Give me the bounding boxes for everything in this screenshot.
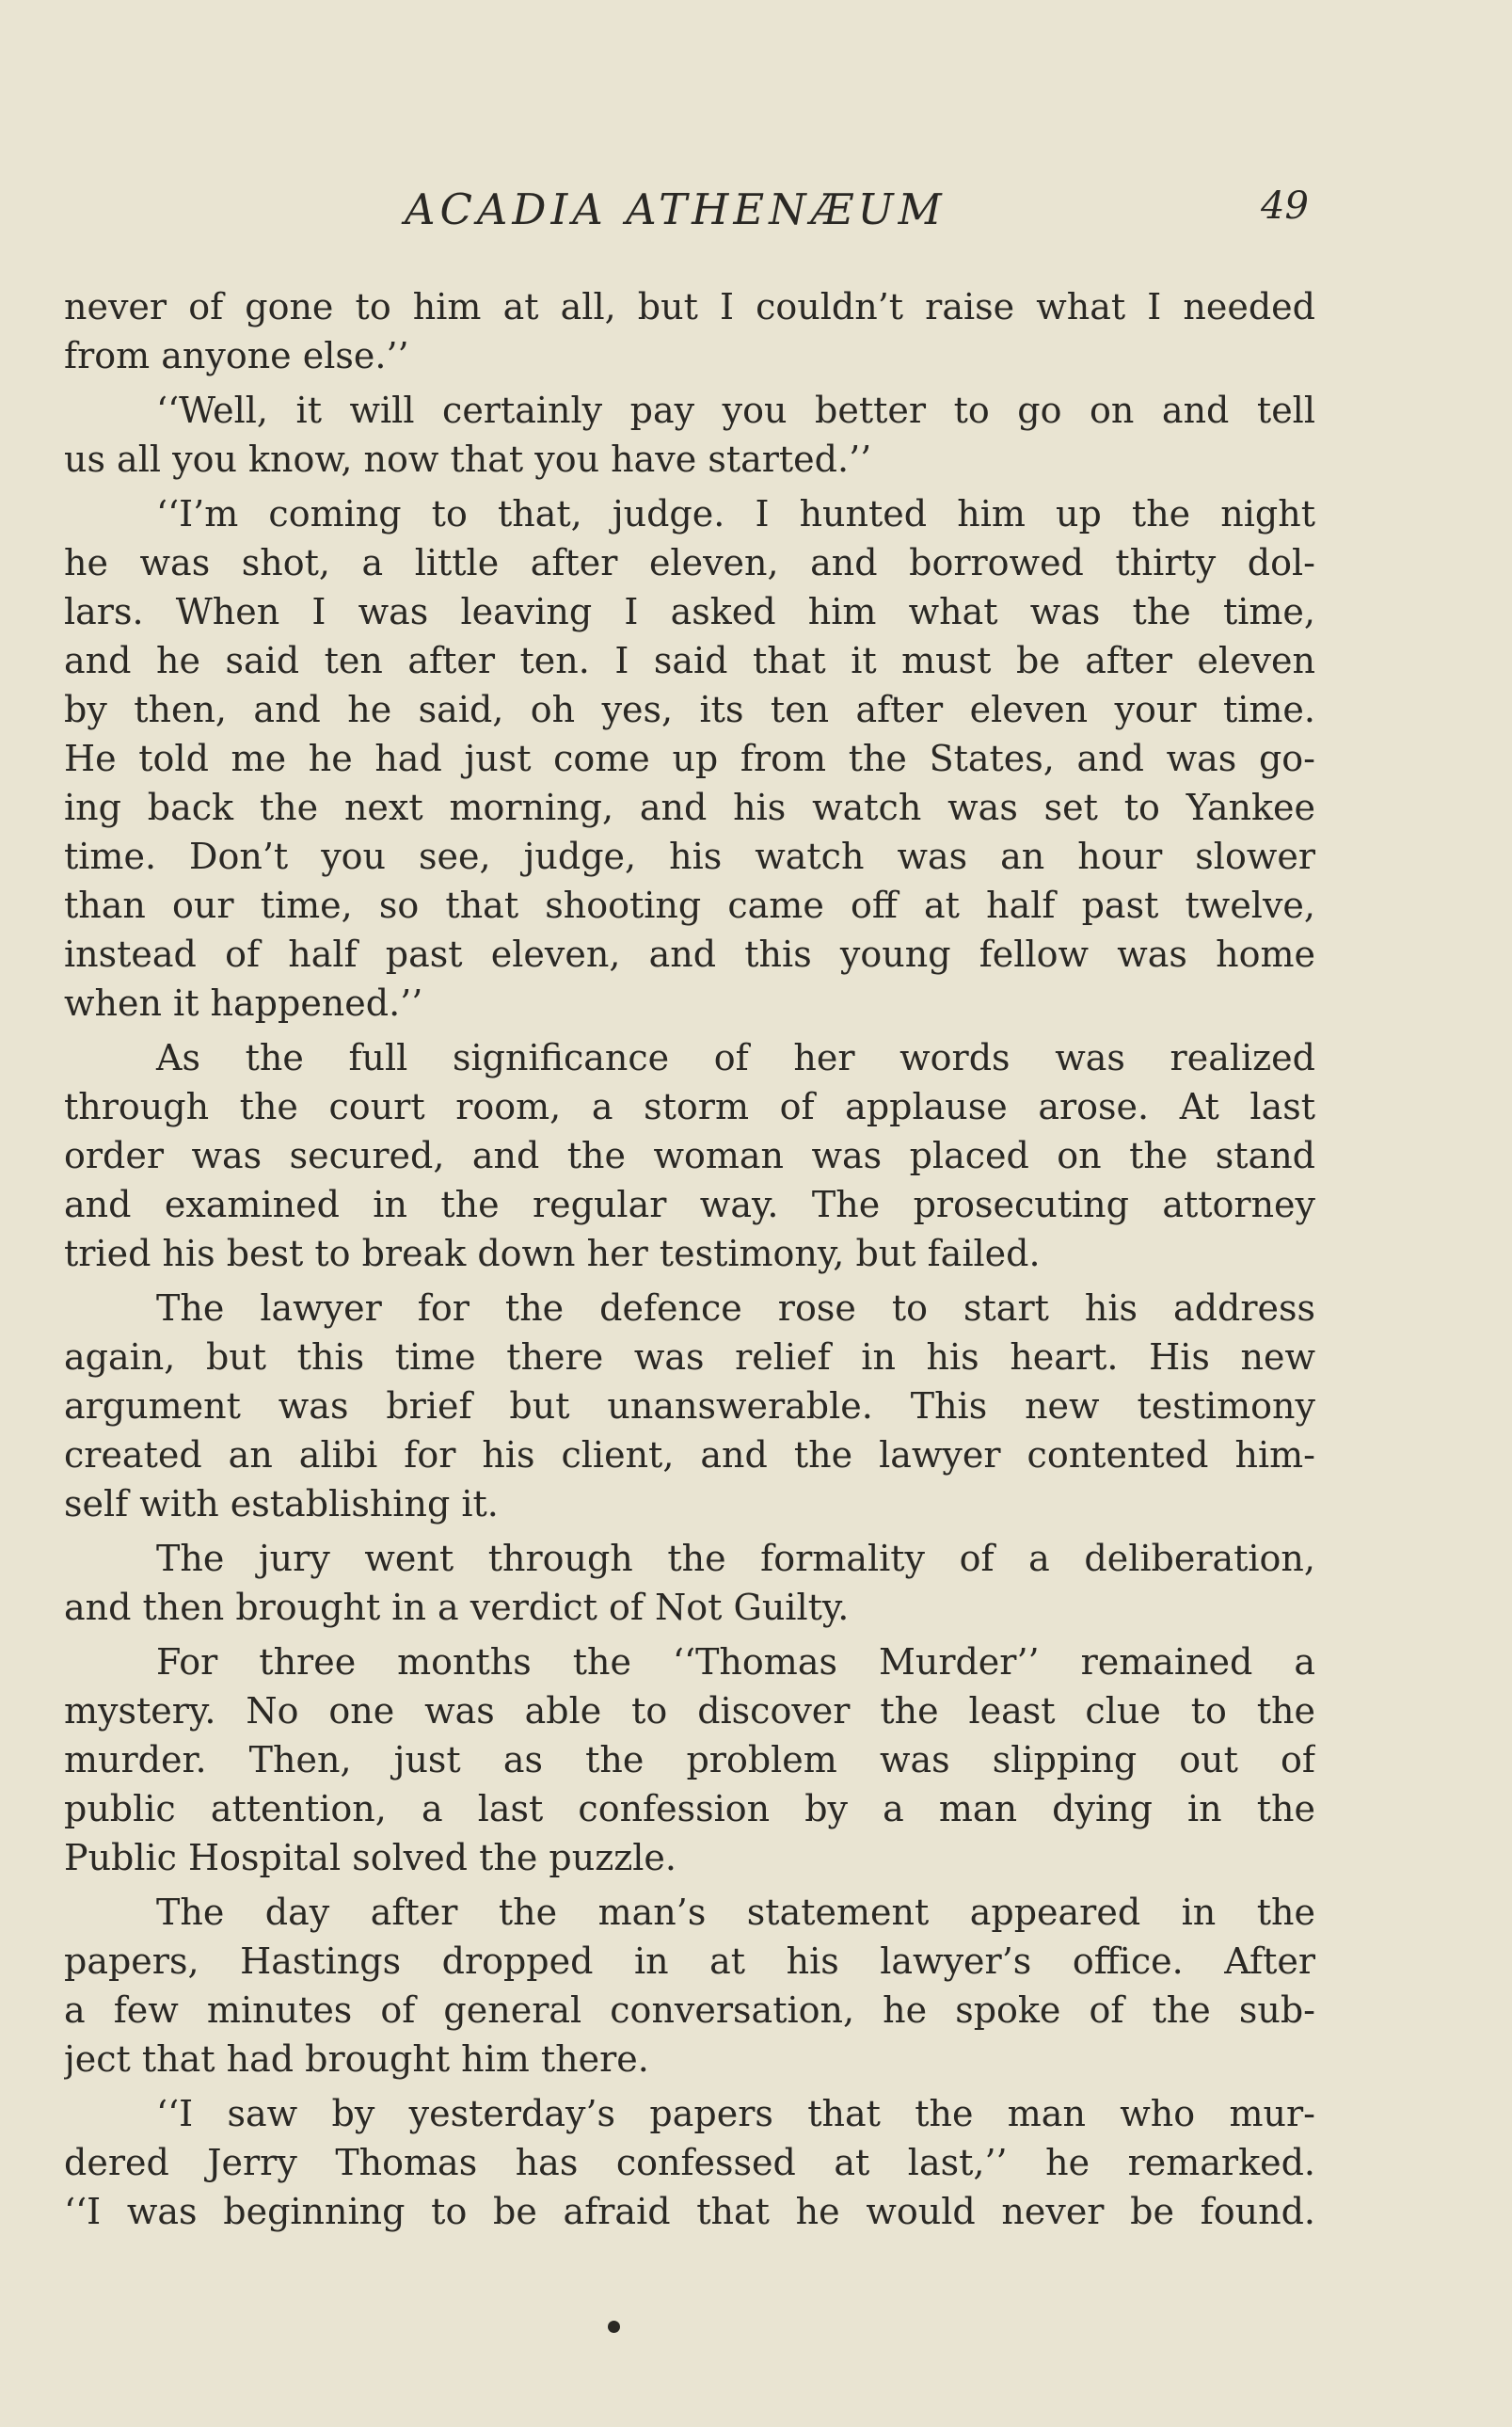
text-line: ‘‘I was beginning to be afraid that he would never be found. bbox=[64, 2191, 1315, 2232]
text-line: and he said ten after ten. I said that it must be after eleven bbox=[64, 640, 1315, 681]
text-line: murder. Then, just as the problem was slipping out of bbox=[64, 1739, 1315, 1780]
text-line: argument was brief but unanswerable. This new testimony bbox=[64, 1385, 1315, 1427]
text-line: through the court room, a storm of applause arose. At last bbox=[64, 1086, 1315, 1127]
text-line: tried his best to break down her testimony, but failed. bbox=[64, 1233, 1041, 1274]
text-line: Public Hospital solved the puzzle. bbox=[64, 1837, 676, 1878]
body-text bbox=[64, 282, 1315, 2236]
text-line: never of gone to him at all, but I couldn’t raise what I needed bbox=[64, 286, 1315, 327]
text-line: order was secured, and the woman was placed on the stand bbox=[64, 1135, 1315, 1176]
footer-dot bbox=[608, 2321, 620, 2333]
text-line: public attention, a last confession by a man dying in the bbox=[64, 1788, 1315, 1829]
text-line: by then, and he said, oh yes, its ten after eleven your time. bbox=[64, 689, 1315, 730]
text-line: and then brought in a verdict of Not Guilty. bbox=[64, 1587, 850, 1628]
text-line: ‘‘I’m coming to that, judge. I hunted him up the night bbox=[156, 493, 1315, 535]
text-line: mystery. No one was able to discover the least clue to the bbox=[64, 1690, 1315, 1732]
text-line: time. Don’t you see, judge, his watch was an hour slower bbox=[64, 836, 1315, 877]
text-line: papers, Hastings dropped in at his lawyer’s office. After bbox=[64, 1940, 1315, 1982]
text-line: when it happened.’’ bbox=[64, 982, 423, 1024]
text-line: from anyone else.’’ bbox=[64, 335, 409, 376]
text-line: and examined in the regular way. The prosecuting attorney bbox=[64, 1184, 1315, 1225]
text-line: lars. When I was leaving I asked him what was the time, bbox=[64, 591, 1315, 632]
running-title: ACADIA ATHENÆUM bbox=[405, 184, 947, 234]
text-line: ‘‘I saw by yesterday’s papers that the man who mur- bbox=[156, 2093, 1315, 2134]
text-line: The day after the man’s statement appeared in the bbox=[156, 1892, 1315, 1933]
text-line: ing back the next morning, and his watch was set to Yankee bbox=[64, 787, 1315, 828]
text-line: The lawyer for the defence rose to start his address bbox=[156, 1287, 1315, 1329]
text-line: The jury went through the formality of a deliberation, bbox=[156, 1538, 1315, 1579]
text-line: self with establishing it. bbox=[64, 1483, 499, 1525]
text-line: than our time, so that shooting came off at half past twelve, bbox=[64, 885, 1315, 926]
text-line: again, but this time there was relief in his heart. His new bbox=[64, 1336, 1315, 1378]
page-header bbox=[0, 184, 1512, 241]
text-line: ‘‘Well, it will certainly pay you better to go on and tell bbox=[156, 390, 1315, 431]
text-line: For three months the ‘‘Thomas Murder’’ remained a bbox=[156, 1641, 1315, 1683]
page-number: 49 bbox=[1261, 184, 1309, 228]
text-line: a few minutes of general conversation, he spoke of the sub- bbox=[64, 1989, 1315, 2031]
text-line: us all you know, now that you have started.’’ bbox=[64, 439, 872, 480]
text-line: created an alibi for his client, and the lawyer contented him- bbox=[64, 1434, 1315, 1476]
text-line: He told me he had just come up from the States, and was go- bbox=[64, 738, 1315, 779]
text-line: instead of half past eleven, and this young fellow was home bbox=[64, 934, 1315, 975]
text-line: ject that had brought him there. bbox=[64, 2038, 649, 2080]
text-line: As the full significance of her words was realized bbox=[156, 1037, 1315, 1078]
text-line: dered Jerry Thomas has confessed at last,’’ he remarked. bbox=[64, 2142, 1315, 2183]
text-line: he was shot, a little after eleven, and borrowed thirty dol- bbox=[64, 542, 1315, 583]
